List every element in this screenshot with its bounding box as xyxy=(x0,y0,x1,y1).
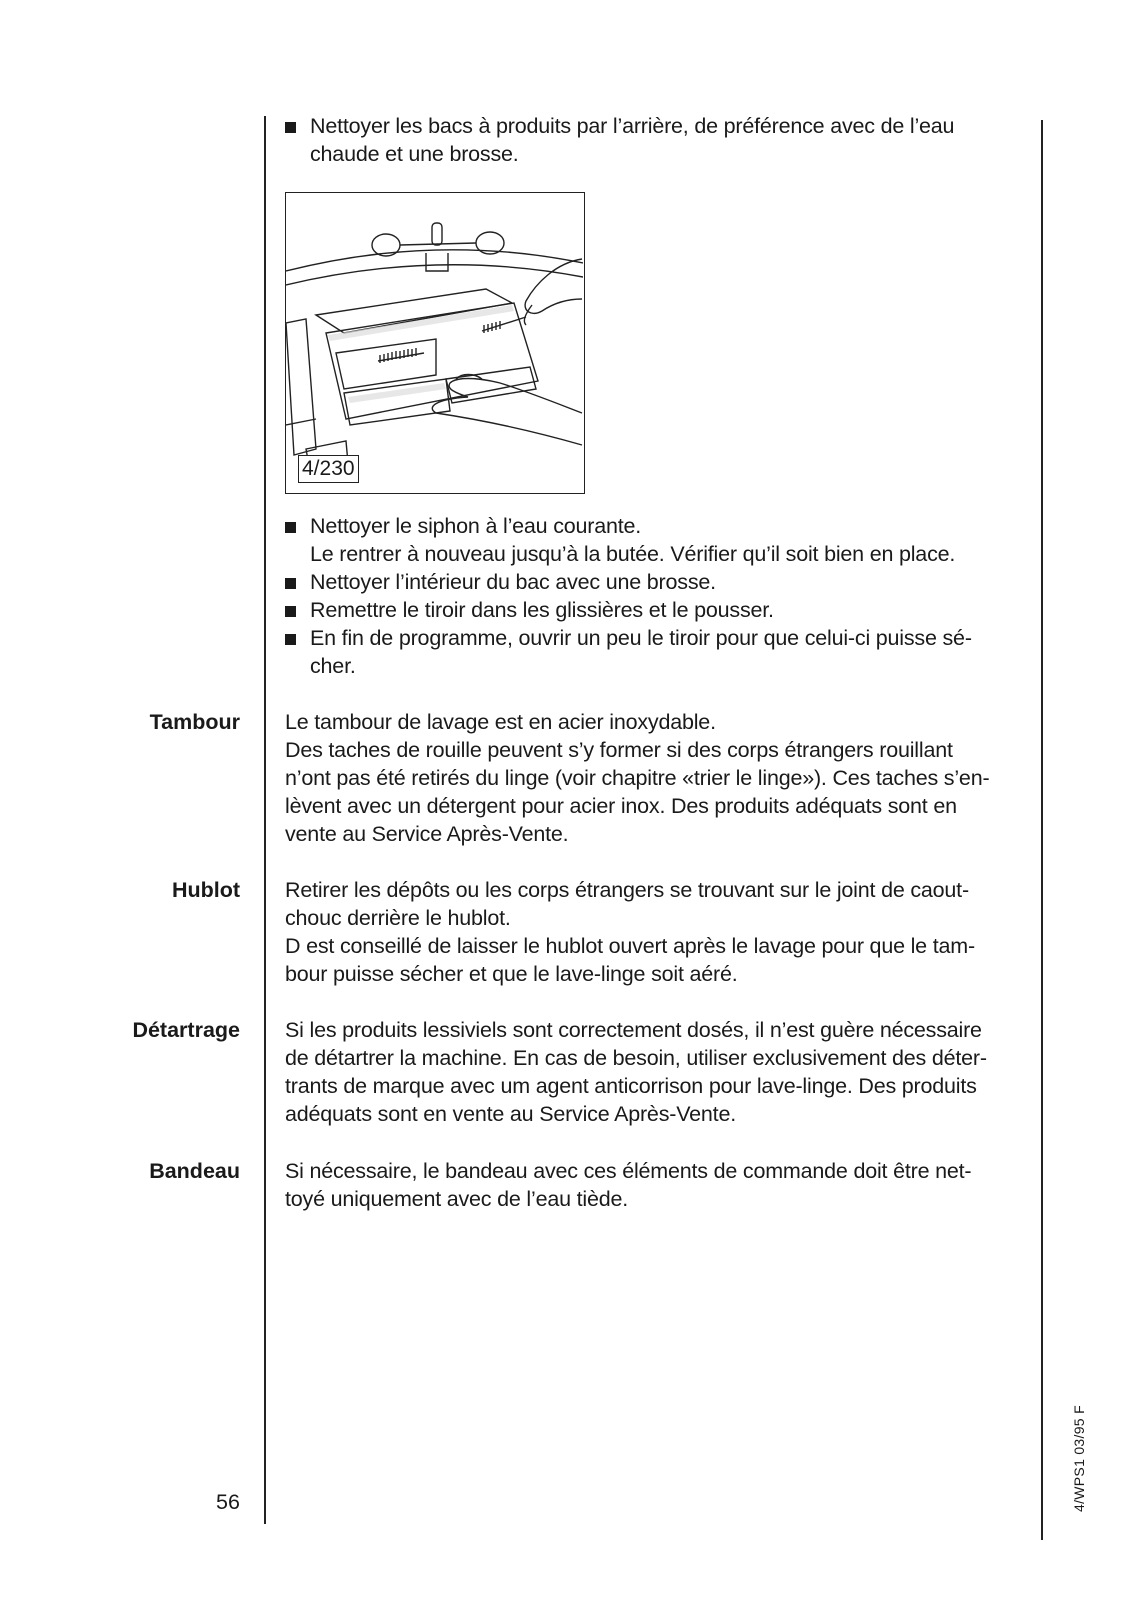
figure-number-label: 4/230 xyxy=(298,455,359,483)
tambour-line-5: vente au Service Après-Vente. xyxy=(285,822,569,846)
bandeau-line-1: Si nécessaire, le bandeau avec ces éléments de commande doit être net- xyxy=(285,1159,972,1183)
hublot-line-1: Retirer les dépôts ou les corps étrangers se trouvant sur le joint de caout- xyxy=(285,878,969,902)
detartrage-line-2: de détartrer la machine. En cas de besoin, utiliser exclusivement des déter- xyxy=(285,1046,987,1070)
tambour-line-2: Des taches de rouille peuvent s’y former si des corps étrangers rouillant xyxy=(285,738,953,762)
section-heading-bandeau: Bandeau xyxy=(149,1159,240,1183)
hublot-line-2: chouc derrière le hublot. xyxy=(285,906,511,930)
bandeau-line-2: toyé uniquement avec de l’eau tiède. xyxy=(285,1187,629,1211)
hublot-line-3: D est conseillé de laisser le hublot ouvert après le lavage pour que le tam- xyxy=(285,934,975,958)
right-margin-rule xyxy=(1041,120,1043,1540)
bullet-4-line-2: cher. xyxy=(310,654,356,678)
tambour-line-3: n’ont pas été retirés du linge (voir chapitre «trier le linge»). Ces taches s’en- xyxy=(285,766,990,790)
bullet-4-line-1: En fin de programme, ouvrir un peu le tiroir pour que celui-ci puisse sé- xyxy=(310,626,972,650)
bullet-1-line-1: Nettoyer le siphon à l’eau courante. xyxy=(310,514,642,538)
detartrage-line-4: adéquats sont en vente au Service Après-Vente. xyxy=(285,1102,736,1126)
hublot-line-4: bour puisse sécher et que le lave-linge soit aéré. xyxy=(285,962,738,986)
bullet-marker xyxy=(285,634,296,645)
top-bullet-line-1: Nettoyer les bacs à produits par l’arrière, de préférence avec de l’eau xyxy=(310,114,955,138)
bullet-marker xyxy=(285,606,296,617)
section-heading-detartrage: Détartrage xyxy=(132,1018,240,1042)
detergent-drawer-illustration xyxy=(285,192,585,494)
top-bullet-line-2: chaude et une brosse. xyxy=(310,142,519,166)
tambour-line-4: lèvent avec un détergent pour acier inox. Des produits adéquats sont en xyxy=(285,794,957,818)
section-heading-tambour: Tambour xyxy=(149,710,240,734)
document-reference: 4/WPS1 03/95 F xyxy=(1071,1405,1087,1512)
detartrage-line-1: Si les produits lessiviels sont correctement dosés, il n’est guère nécessaire xyxy=(285,1018,982,1042)
tambour-line-1: Le tambour de lavage est en acier inoxydable. xyxy=(285,710,716,734)
bullet-1-line-2: Le rentrer à nouveau jusqu’à la butée. Vérifier qu’il soit bien en place. xyxy=(310,542,956,566)
section-heading-hublot: Hublot xyxy=(171,878,240,902)
left-margin-rule xyxy=(264,116,266,1524)
bullet-3-line-1: Remettre le tiroir dans les glissières et le pousser. xyxy=(310,598,774,622)
detartrage-line-3: trants de marque avec um agent anticorrison pour lave-linge. Des produits xyxy=(285,1074,977,1098)
bullet-marker xyxy=(285,578,296,589)
bullet-marker xyxy=(285,122,296,133)
bullet-marker xyxy=(285,522,296,533)
page-number: 56 xyxy=(216,1490,240,1514)
drawer-cleaning-drawing xyxy=(286,193,583,492)
bullet-2-line-1: Nettoyer l’intérieur du bac avec une brosse. xyxy=(310,570,716,594)
